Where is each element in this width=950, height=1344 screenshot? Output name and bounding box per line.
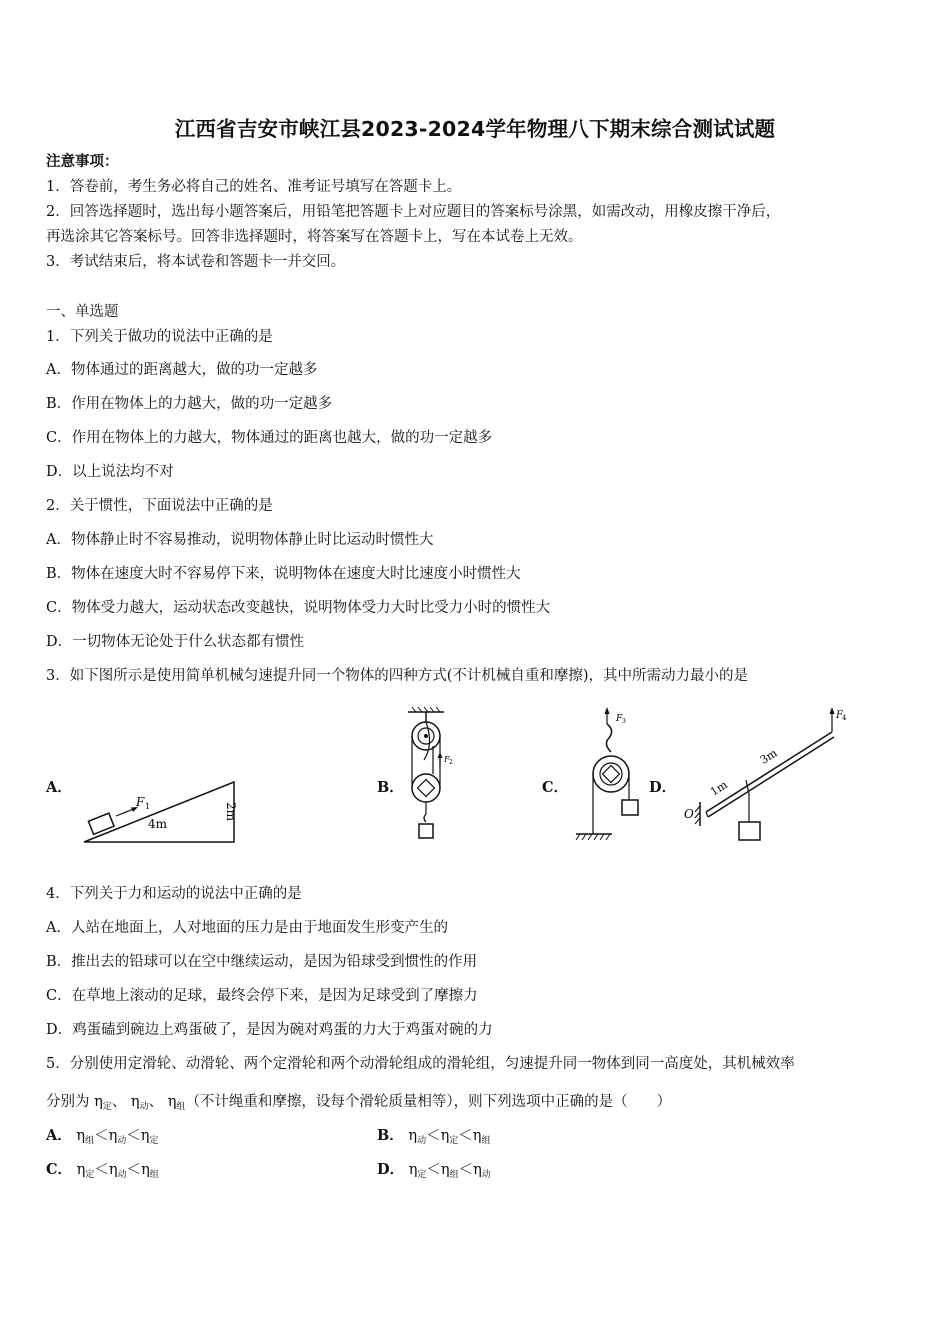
- figure-d-force-label: F: [836, 710, 843, 721]
- figure-a-force-label: F: [136, 795, 145, 809]
- q2-option-c: C．物体受力越大，运动状态改变越快，说明物体受力大时比受力小时的惯性大: [46, 600, 551, 616]
- q1-option-b: B．作用在物体上的力越大，做的功一定越多: [46, 396, 333, 412]
- q1-option-a: A．物体通过的距离越大，做的功一定越多: [46, 362, 318, 378]
- figure-b-force-sub: 2: [449, 759, 453, 766]
- q4-stem: 4．下列关于力和运动的说法中正确的是: [46, 886, 302, 902]
- q2-stem: 2．关于惯性，下面说法中正确的是: [46, 498, 273, 514]
- figure-c-force-sub: 3: [622, 718, 626, 725]
- notice-item: 1．答卷前，考生务必将自己的姓名、准考证号填写在答题卡上。: [46, 179, 462, 195]
- q1-option-c: C．作用在物体上的力越大，物体通过的距离也越大，做的功一定越多: [46, 430, 493, 446]
- q2-option-a: A．物体静止时不容易推动，说明物体静止时比运动时惯性大: [46, 532, 434, 548]
- notice-heading: 注意事项：: [46, 153, 119, 170]
- q3-label-d: D．: [649, 779, 677, 796]
- q4-option-a: A．人站在地面上，人对地面的压力是由于地面发生形变产生的: [46, 920, 448, 936]
- q3-label-c: C．: [542, 779, 569, 796]
- q1-option-d: D．以上说法均不对: [46, 464, 174, 480]
- q4-option-b: B．推出去的铅球可以在空中继续运动，是因为铅球受到惯性的作用: [46, 954, 478, 970]
- figure-a-incline: [76, 772, 246, 848]
- figure-b-force-label: F: [444, 755, 450, 764]
- q5-option-b: B． $\eta_动<\eta_定<\eta_组$: [377, 1127, 491, 1146]
- q3-stem: 3．如下图所示是使用简单机械匀速提升同一个物体的四种方式(不计机械自重和摩擦)，其中所需动力最小的是: [46, 668, 749, 684]
- figure-b-pulley-block: [400, 706, 460, 846]
- q5-stem-line2: 分别为 $\eta_定$、 $\eta_动$、 $\eta_组$（不计绳重和摩擦，设每个滑轮质量相等），则下列选项中正确的是（ ）: [46, 1094, 672, 1112]
- figure-d-short-arm-label: 1m: [708, 778, 730, 799]
- notice-item: 再选涂其它答案标号。回答非选择题时，将答案写在答题卡上，写在本试卷上无效。: [46, 229, 583, 245]
- q2-option-d: D．一切物体无论处于什么状态都有惯性: [46, 634, 305, 650]
- q3-label-a: A．: [46, 779, 72, 796]
- q2-option-b: B．物体在速度大时不容易停下来，说明物体在速度大时比速度小时惯性大: [46, 566, 521, 582]
- figure-c-force-label: F: [616, 714, 623, 724]
- q5-option-a: A． $\eta_组<\eta_动<\eta_定$: [46, 1127, 159, 1146]
- figure-a-slope-label: 4m: [148, 817, 168, 831]
- q3-label-b: B．: [377, 779, 404, 796]
- notice-item: 3．考试结束后，将本试卷和答题卡一并交回。: [46, 254, 346, 270]
- q4-option-d: D．鸡蛋磕到碗边上鸡蛋破了，是因为碗对鸡蛋的力大于鸡蛋对碗的力: [46, 1022, 493, 1038]
- q5-option-c: C． $\eta_定<\eta_动<\eta_组$: [46, 1161, 159, 1180]
- figure-a-force-sub: 1: [145, 802, 151, 811]
- q4-option-c: C．在草地上滚动的足球，最终会停下来，是因为足球受到了摩擦力: [46, 988, 478, 1004]
- q1-stem: 1．下列关于做功的说法中正确的是: [46, 329, 273, 345]
- figure-a-height-label: 2m: [224, 802, 238, 822]
- figure-d-lever: [676, 702, 856, 846]
- q5-stem-line1: 5．分别使用定滑轮、动滑轮、两个定滑轮和两个动滑轮组成的滑轮组，匀速提升同一物体到同一高度处，其机械效率: [46, 1056, 795, 1072]
- figure-d-long-arm-label: 3m: [757, 746, 780, 767]
- section-heading: 一、单选题: [46, 304, 119, 320]
- figure-d-pivot-label: O: [684, 807, 694, 821]
- page-title: 江西省吉安市峡江县2023-2024学年物理八下期末综合测试试题: [174, 117, 776, 141]
- figure-d-force-sub: 4: [842, 714, 847, 722]
- q5-option-d: D． $\eta_定<\eta_组<\eta_动$: [377, 1161, 491, 1180]
- notice-item: 2．回答选择题时，选出每小题答案后，用铅笔把答题卡上对应题目的答案标号涂黑，如需改动，用橡皮擦干净后，: [46, 204, 781, 220]
- figure-c-pulley: [566, 704, 646, 846]
